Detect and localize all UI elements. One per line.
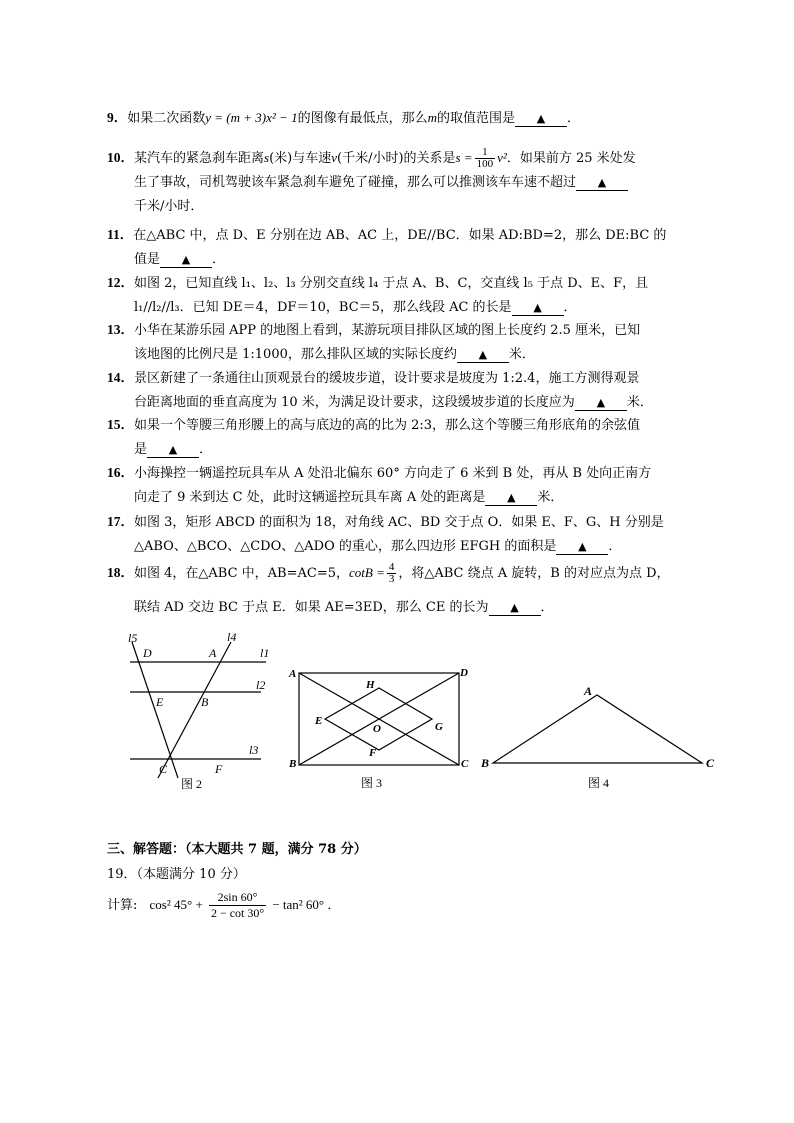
point-A: A [289,668,297,680]
answer-blank[interactable]: ▲ [575,396,627,411]
point-C: C [706,756,715,770]
answer-blank[interactable]: ▲ [512,301,564,316]
point-O: O [373,723,381,735]
point-C: C [159,762,168,776]
point-B: B [289,758,297,770]
label-l1: l1 [260,646,270,660]
point-B: B [201,695,209,709]
question-number: 10． [107,150,134,165]
question-number: 14． [107,370,134,385]
answer-blank[interactable]: ▲ [485,491,537,506]
question-12: 12．如图 2，已知直线 l₁、l₂、l₃ 分别交直线 l₄ 于点 A、B、C，交直线 l₅ 于点 D、E、F，且 l₁//l₂//l₃．已知 DE＝4，DF＝10，BC＝5，那么线段 AC 的长是 ▲ ． [107,275,649,315]
question-14: 14．景区新建了一条通往山顶观景台的缓坡步道，设计要求是坡度为 1:2.4，施工方测得观景 台距离地面的垂直高度为 10 米，为满足设计要求，这段缓坡步道的长度应为 ▲ 米． [107,370,653,410]
point-H: H [366,679,375,691]
figure-4 [478,680,723,793]
question-number: 13． [107,322,134,337]
figure-caption: 图 4 [588,776,610,790]
section-title: 三、解答题：（本大题共 7 题，满分 78 分） [107,842,367,857]
point-G: G [435,721,443,733]
point-C: C [461,758,469,770]
figure-3 [285,660,475,793]
answer-blank[interactable]: ▲ [556,540,608,555]
answer-blank[interactable]: ▲ [489,601,541,616]
point-D: D [143,646,152,660]
question-19-expression: 计算: cos² 45° + $\frac{2\sin 60^\circ}{2 - \cot 30^\circ}$ − tan² 60° ． [107,890,341,920]
question-13: 13．小华在某游乐园 APP 的地图上看到，某游玩项目排队区域的图上长度约 2.5 厘米，已知 该地图的比例尺是 1:1000，那么排队区域的实际长度约 ▲ 米． [107,322,641,362]
answer-blank[interactable]: ▲ [457,348,509,363]
question-number: 9． [107,110,128,125]
question-number: 12． [107,275,134,290]
point-E: E [315,715,323,727]
answer-blank[interactable]: ▲ [515,112,567,127]
fraction: $\frac{2\sin 60^\circ}{2 - \cot 30^\circ}$ [210,890,265,920]
question-19-header: 19．（本题满分 10 分） [107,867,246,882]
point-F: F [369,747,377,759]
figure-2 [118,628,278,793]
label-l5: l5 [128,631,138,645]
question-17: 17．如图 3，矩形 ABCD 的面积为 18，对角线 AC、BD 交于点 O．如果 E、F、G、H 分别是 △ABO、△BCO、△CDO、△ADO 的重心，那么四边形 EFGH 的面积是 ▲ ． [107,514,664,554]
answer-blank[interactable]: ▲ [147,443,199,458]
triangle-ABC [493,695,702,763]
point-A: A [209,646,217,660]
question-9: 9．如果二次函数y = (m + 3)x² − 1的图像有最低点，那么m的取值范围是 ▲ ． [107,110,581,126]
question-16: 16．小海操控一辆遥控玩具车从 A 处沿北偏东 60° 方向走了 6 米到 B 处，再从 B 处向正南方 向走了 9 米到达 C 处，此时这辆遥控玩具车离 A 处的距离是 ▲ 米． [107,465,652,505]
point-D: D [460,667,468,679]
answer-blank[interactable]: ▲ [160,253,212,268]
question-15: 15．如果一个等腰三角形腰上的高与底边的高的比为 2:3，那么这个等腰三角形底角的余弦值 是 ▲ ． [107,417,641,457]
question-18: 18．如图 4，在△ABC 中，AB=AC=5，cotB = $\frac{4}{3}$ ，将△ABC 绕点 A 旋转，B 的对应点为点 D， 联结 AD 交边 BC 于点 E．如果 AE=3ED，那么 CE 的长为 ▲ ． [107,561,670,615]
question-number: 15． [107,417,134,432]
point-E: E [156,695,164,709]
fraction: $\frac{4}{3}$ [388,561,395,585]
label-l2: l2 [256,678,266,692]
point-F: F [215,762,223,776]
figure-caption: 图 2 [181,777,203,791]
answer-blank[interactable]: ▲ [576,176,628,191]
question-11: 11．在△ABC 中，点 D、E 分别在边 AB、AC 上，DE//BC．如果 AD:BD=2，那么 DE:BC 的 值是 ▲ ． [107,227,667,267]
point-B: B [481,756,490,770]
point-A: A [584,684,593,698]
question-number: 16． [107,465,134,480]
fraction: $\frac{1}{100}$ [476,146,494,170]
figure-caption: 图 3 [361,776,383,790]
question-number: 11． [107,227,134,242]
label-l3: l3 [249,743,259,757]
formula: y = (m + 3)x² − 1 [205,110,298,125]
question-number: 17． [107,514,134,529]
label-l4: l4 [227,630,237,644]
question-number: 18． [107,565,134,580]
question-10: 10．某汽车的紧急刹车距离s(米)与车速v(千米/小时)的关系是s = $\frac{1}{100}$ v²．如果前方 25 米处发 生了事故，司机驾驶该车紧急刹车避免了碰撞，那么可以推测该车车速不超过 ▲ 千米/小时． [107,146,636,214]
